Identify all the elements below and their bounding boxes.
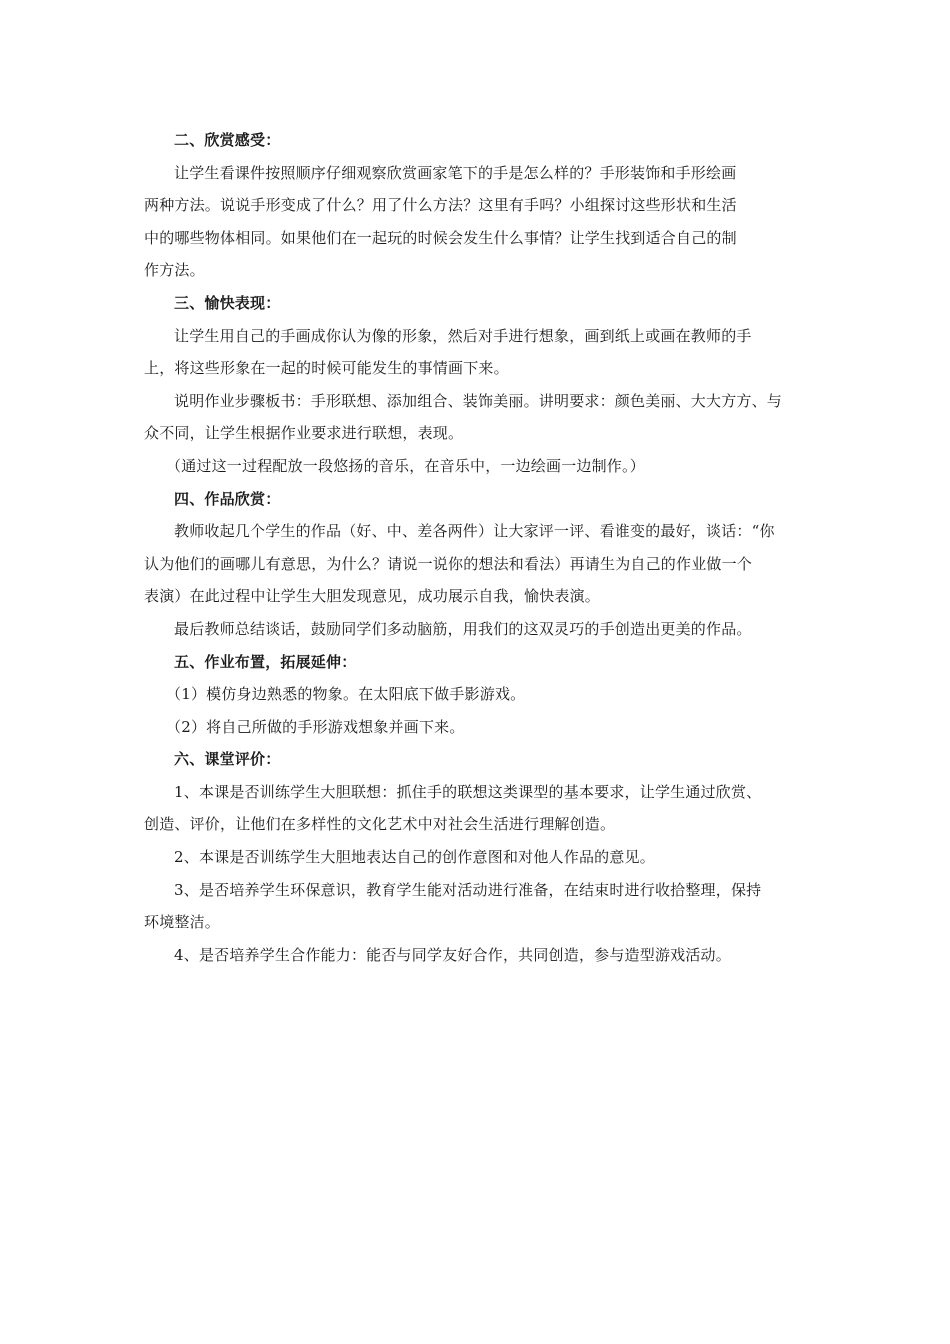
paragraph-line: （通过这一过程配放一段悠扬的音乐，在音乐中，一边绘画一边制作。） — [166, 456, 645, 475]
section-heading-expression: 三、愉快表现： — [174, 293, 281, 312]
paragraph-line: 作方法。 — [144, 261, 205, 280]
paragraph-line: 最后教师总结谈话，鼓励同学们多动脑筋，用我们的这双灵巧的手创造出更美的作品。 — [174, 619, 752, 638]
section-heading-work-appreciation: 四、作品欣赏： — [174, 489, 281, 508]
paragraph-line: 众不同，让学生根据作业要求进行联想，表现。 — [144, 424, 464, 443]
section-heading-homework: 五、作业布置，拓展延伸： — [174, 652, 357, 671]
list-item: 4、是否培养学生合作能力：能否与同学友好合作，共同创造，参与造型游戏活动。 — [174, 945, 731, 964]
paragraph-line: 创造、评价，让他们在多样性的文化艺术中对社会生活进行理解创造。 — [144, 815, 616, 834]
paragraph-line: 中的哪些物体相同。如果他们在一起玩的时候会发生什么事情？让学生找到适合自己的制 — [144, 228, 737, 247]
section-heading-appreciation: 二、欣赏感受： — [174, 131, 281, 149]
document-body — [144, 124, 810, 971]
paragraph-line: 让学生看课件按照顺序仔细观察欣赏画家笔下的手是怎么样的？手形装饰和手形绘画 — [174, 163, 737, 182]
paragraph-line: 说明作业步骤板书：手形联想、添加组合、装饰美丽。讲明要求：颜色美丽、大大方方、与 — [174, 391, 783, 410]
paragraph-line: 表演）在此过程中让学生大胆发现意见，成功展示自我，愉快表演。 — [144, 587, 601, 606]
paragraph-line: 环境整洁。 — [144, 913, 221, 932]
list-item: 1、本课是否训练学生大胆联想：抓住手的联想这类课型的基本要求，让学生通过欣赏、 — [174, 782, 762, 801]
paragraph-line: 教师收起几个学生的作品（好、中、差各两件）让大家评一评、看谁变的最好，谈话：“你 — [174, 522, 775, 541]
paragraph-line: 上，将这些形象在一起的时候可能发生的事情画下来。 — [144, 359, 509, 378]
list-item: 2、本课是否训练学生大胆地表达自己的创作意图和对他人作品的意见。 — [174, 848, 655, 867]
list-item: （2）将自己所做的手形游戏想象并画下来。 — [166, 717, 465, 736]
section-heading-evaluation: 六、课堂评价： — [174, 750, 281, 769]
paragraph-line: 让学生用自己的手画成你认为像的形象，然后对手进行想象，画到纸上或画在教师的手 — [174, 326, 752, 345]
paragraph-line: 认为他们的画哪儿有意思，为什么？请说一说你的想法和看法）再请生为自己的作业做一个 — [144, 554, 753, 573]
paragraph-line: 两种方法。说说手形变成了什么？用了什么方法？这里有手吗？小组探讨这些形状和生活 — [144, 196, 737, 215]
list-item: 3、是否培养学生环保意识，教育学生能对活动进行准备，在结束时进行收拾整理，保持 — [174, 880, 762, 899]
list-item: （1）模仿身边熟悉的物象。在太阳底下做手影游戏。 — [166, 685, 526, 704]
